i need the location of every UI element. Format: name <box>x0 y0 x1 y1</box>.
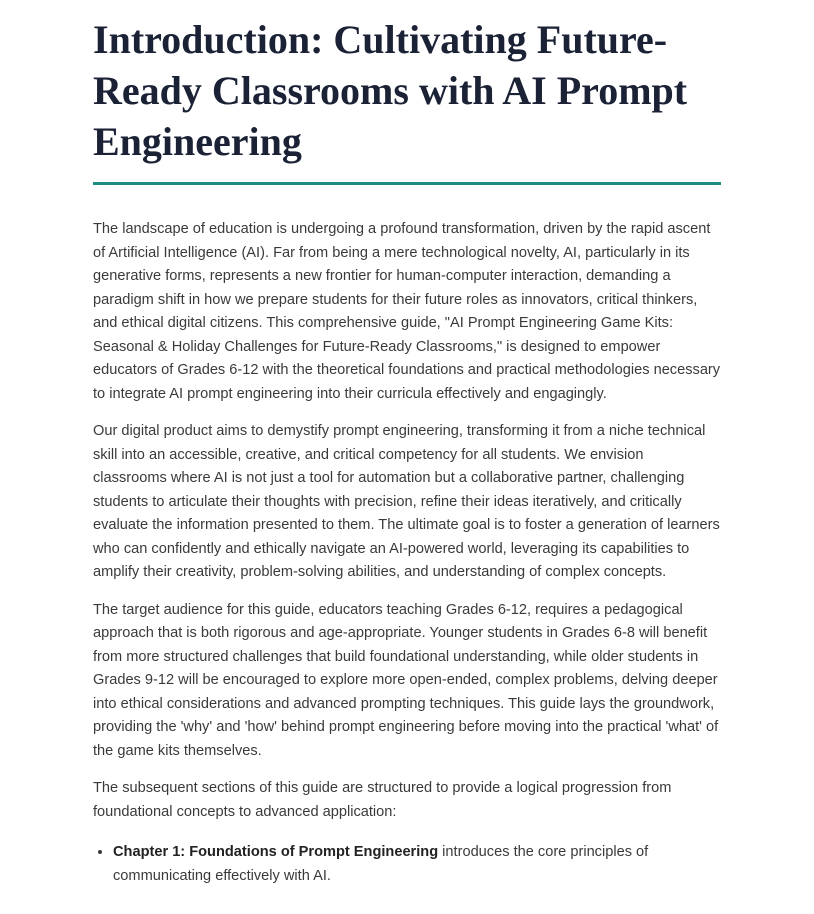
intro-paragraph-1: The landscape of education is undergoing a profound transformation, driven by the rapid ascent of Artificial Intelligence (AI). Far from being a mere technological novelty, AI, particularly in its generative forms, represents a new frontier for human-computer interaction, demanding a paradigm shift in how we prepare students for their future roles as innovators, critical thinkers, and ethical digital citizens. This comprehensive guide, "AI Prompt Engineering Game Kits: Seasonal & Holiday Challenges for Future-Ready Classrooms," is designed to empower educators of Grades 6-12 with the theoretical foundations and practical methodologies necessary to integrate AI prompt engineering into their curricula effectively and engagingly. <box>93 221 721 402</box>
document-title: Introduction: Cultivating Future-Ready Classrooms with AI Prompt Engineering <box>93 14 721 185</box>
chapter-list <box>93 841 721 888</box>
chapter-list-item <box>113 841 721 888</box>
intro-paragraph-4: The subsequent sections of this guide are structured to provide a logical progression from foundational concepts to advanced application: <box>93 780 672 820</box>
document-body <box>93 218 721 888</box>
intro-paragraph-2: Our digital product aims to demystify prompt engineering, transforming it from a niche technical skill into an accessible, creative, and critical competency for all students. We envision classrooms where AI is not just a tool for automation but a collaborative partner, challenging students to articulate their thoughts with precision, refine their ideas iteratively, and critically evaluate the information presented to them. The ultimate goal is to foster a generation of learners who can confidently and ethically navigate an AI-powered world, leveraging its capabilities to amplify their creativity, problem-solving abilities, and understanding of complex concepts. <box>93 423 720 580</box>
chapter-description: introduces the core principles of communicating effectively with AI. <box>113 844 649 884</box>
intro-paragraph-3: The target audience for this guide, educators teaching Grades 6-12, requires a pedagogical approach that is both rigorous and age-appropriate. Younger students in Grades 6-8 will benefit from more structured challenges that build foundational understanding, while older students in Grades 9-12 will be encouraged to explore more open-ended, complex problems, delving deeper into ethical considerations and advanced prompting techniques. This guide lays the groundwork, providing the 'why' and 'how' behind prompt engineering before moving into the practical 'what' of the game kits themselves. <box>93 601 719 759</box>
chapter-title: Chapter 1: Foundations of Prompt Engineering <box>113 844 439 860</box>
document-page <box>93 0 721 888</box>
